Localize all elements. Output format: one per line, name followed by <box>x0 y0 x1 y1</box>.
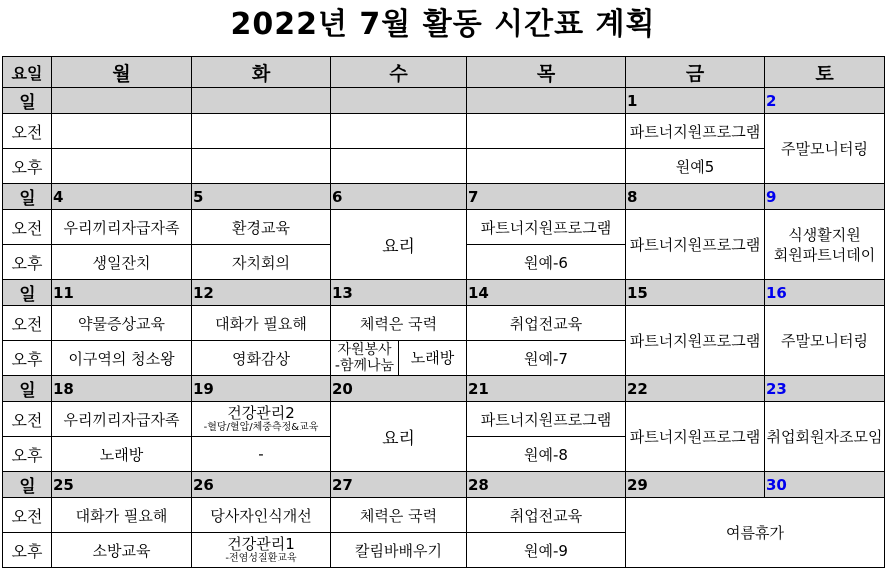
activity-line: -함께나눔 <box>334 358 395 374</box>
page-title: 2022년 7월 활동 시간표 계획 <box>230 7 656 42</box>
activity-cell: 생일잔치 <box>52 245 192 280</box>
activity-cell: 원예5 <box>626 149 765 184</box>
date-row <box>3 472 885 498</box>
date-cell: 2 <box>765 88 885 114</box>
activity-cell: - <box>192 437 331 472</box>
activity-cell: 원예-6 <box>467 245 626 280</box>
date-cell: 29 <box>626 472 765 498</box>
activity-cell: 주말모니터링 <box>765 306 885 376</box>
date-cell: 15 <box>626 280 765 306</box>
activity-subcell: 노래방 <box>410 349 455 367</box>
date-cell <box>331 88 467 114</box>
activity-cell: 취업전교육 <box>467 498 626 533</box>
date-cell: 13 <box>331 280 467 306</box>
activity-cell <box>467 114 626 149</box>
date-cell: 27 <box>331 472 467 498</box>
pm-label: 오후 <box>3 533 52 568</box>
activity-cell: 체력은 국력 <box>331 498 467 533</box>
date-cell <box>192 88 331 114</box>
activity-cell: 파트너지원프로그램 <box>626 210 765 280</box>
date-cell: 9 <box>765 184 885 210</box>
header-row <box>3 57 885 88</box>
activity-line: 건강관리1 <box>227 535 295 553</box>
date-cell: 18 <box>52 376 192 402</box>
activity-cell: 환경교육 <box>192 210 331 245</box>
activity-line: 회원파트너데이 <box>773 245 876 264</box>
activity-line: 식생활지원 <box>788 225 861 244</box>
date-cell: 26 <box>192 472 331 498</box>
date-cell: 1 <box>626 88 765 114</box>
date-cell: 21 <box>467 376 626 402</box>
activity-cell: 우리끼리자급자족 <box>52 210 192 245</box>
date-cell: 20 <box>331 376 467 402</box>
date-cell <box>52 88 192 114</box>
header-wed: 수 <box>331 57 467 88</box>
activity-cell: 취업전교육 <box>467 306 626 341</box>
am-row <box>3 210 885 245</box>
activity-cell <box>52 114 192 149</box>
activity-cell <box>467 149 626 184</box>
date-cell: 4 <box>52 184 192 210</box>
activity-cell: 파트너지원프로그램 <box>626 306 765 376</box>
pm-row <box>3 149 885 184</box>
date-cell: 23 <box>765 376 885 402</box>
activity-cell: 파트너지원프로그램 <box>467 402 626 437</box>
am-label: 오전 <box>3 402 52 437</box>
day-label: 일 <box>3 280 52 306</box>
day-label: 일 <box>3 184 52 210</box>
day-label: 일 <box>3 472 52 498</box>
activity-cell: 우리끼리자급자족 <box>52 402 192 437</box>
activity-cell <box>192 533 331 568</box>
date-cell: 8 <box>626 184 765 210</box>
date-cell: 16 <box>765 280 885 306</box>
activity-cell: 주말모니터링 <box>765 114 885 184</box>
activity-subcell <box>331 341 399 375</box>
activity-cell: 대화가 필요해 <box>52 498 192 533</box>
activity-cell: 요리 <box>331 210 467 280</box>
activity-cell: 대화가 필요해 <box>192 306 331 341</box>
activity-cell <box>192 114 331 149</box>
date-row <box>3 376 885 402</box>
date-cell: 25 <box>52 472 192 498</box>
activity-cell: 파트너지원프로그램 <box>626 402 765 472</box>
date-cell: 22 <box>626 376 765 402</box>
activity-cell <box>331 114 467 149</box>
date-cell <box>467 88 626 114</box>
pm-label: 오후 <box>3 437 52 472</box>
am-row <box>3 306 885 341</box>
activity-line: 자원봉사 <box>337 342 392 358</box>
day-label: 일 <box>3 376 52 402</box>
date-cell: 7 <box>467 184 626 210</box>
date-cell: 19 <box>192 376 331 402</box>
activity-cell: 요리 <box>331 402 467 472</box>
activity-cell: 자치회의 <box>192 245 331 280</box>
activity-line: 건강관리2 <box>227 404 295 422</box>
schedule-table <box>2 56 885 568</box>
date-cell: 12 <box>192 280 331 306</box>
activity-cell: 원예-7 <box>467 341 626 376</box>
pm-label: 오후 <box>3 245 52 280</box>
date-cell: 28 <box>467 472 626 498</box>
day-label: 일 <box>3 88 52 114</box>
date-row <box>3 184 885 210</box>
date-cell: 6 <box>331 184 467 210</box>
date-cell: 14 <box>467 280 626 306</box>
pm-label: 오후 <box>3 149 52 184</box>
date-row <box>3 88 885 114</box>
date-cell: 5 <box>192 184 331 210</box>
am-row <box>3 114 885 149</box>
am-label: 오전 <box>3 498 52 533</box>
activity-cell <box>192 149 331 184</box>
activity-cell: 이구역의 청소왕 <box>52 341 192 376</box>
activity-cell: 체력은 국력 <box>331 306 467 341</box>
activity-cell: 영화감상 <box>192 341 331 376</box>
activity-cell: 약물증상교육 <box>52 306 192 341</box>
activity-cell <box>192 402 331 437</box>
activity-cell: 노래방 <box>52 437 192 472</box>
date-cell: 11 <box>52 280 192 306</box>
activity-cell <box>331 149 467 184</box>
activity-cell: 여름휴가 <box>626 498 885 568</box>
activity-cell: 파트너지원프로그램 <box>626 114 765 149</box>
activity-cell: 취업회원자조모임 <box>765 402 885 472</box>
activity-cell-split <box>331 341 467 376</box>
header-mon: 월 <box>52 57 192 88</box>
am-label: 오전 <box>3 210 52 245</box>
activity-cell: 원예-9 <box>467 533 626 568</box>
date-cell: 30 <box>765 472 885 498</box>
header-label: 요일 <box>3 57 52 88</box>
header-sat: 토 <box>765 57 885 88</box>
activity-cell <box>765 210 885 280</box>
am-row <box>3 402 885 437</box>
activity-cell: 당사자인식개선 <box>192 498 331 533</box>
activity-cell: 원예-8 <box>467 437 626 472</box>
activity-cell: 칼림바배우기 <box>331 533 467 568</box>
activity-cell: 소방교육 <box>52 533 192 568</box>
am-label: 오전 <box>3 114 52 149</box>
header-tue: 화 <box>192 57 331 88</box>
activity-cell <box>52 149 192 184</box>
activity-subline: -혈당/혈압/체중측정&교육 <box>203 422 319 433</box>
activity-subline: -전염성질환교육 <box>225 553 297 564</box>
pm-label: 오후 <box>3 341 52 376</box>
activity-cell: 파트너지원프로그램 <box>467 210 626 245</box>
am-label: 오전 <box>3 306 52 341</box>
header-thu: 목 <box>467 57 626 88</box>
am-row <box>3 498 885 533</box>
date-row <box>3 280 885 306</box>
header-fri: 금 <box>626 57 765 88</box>
